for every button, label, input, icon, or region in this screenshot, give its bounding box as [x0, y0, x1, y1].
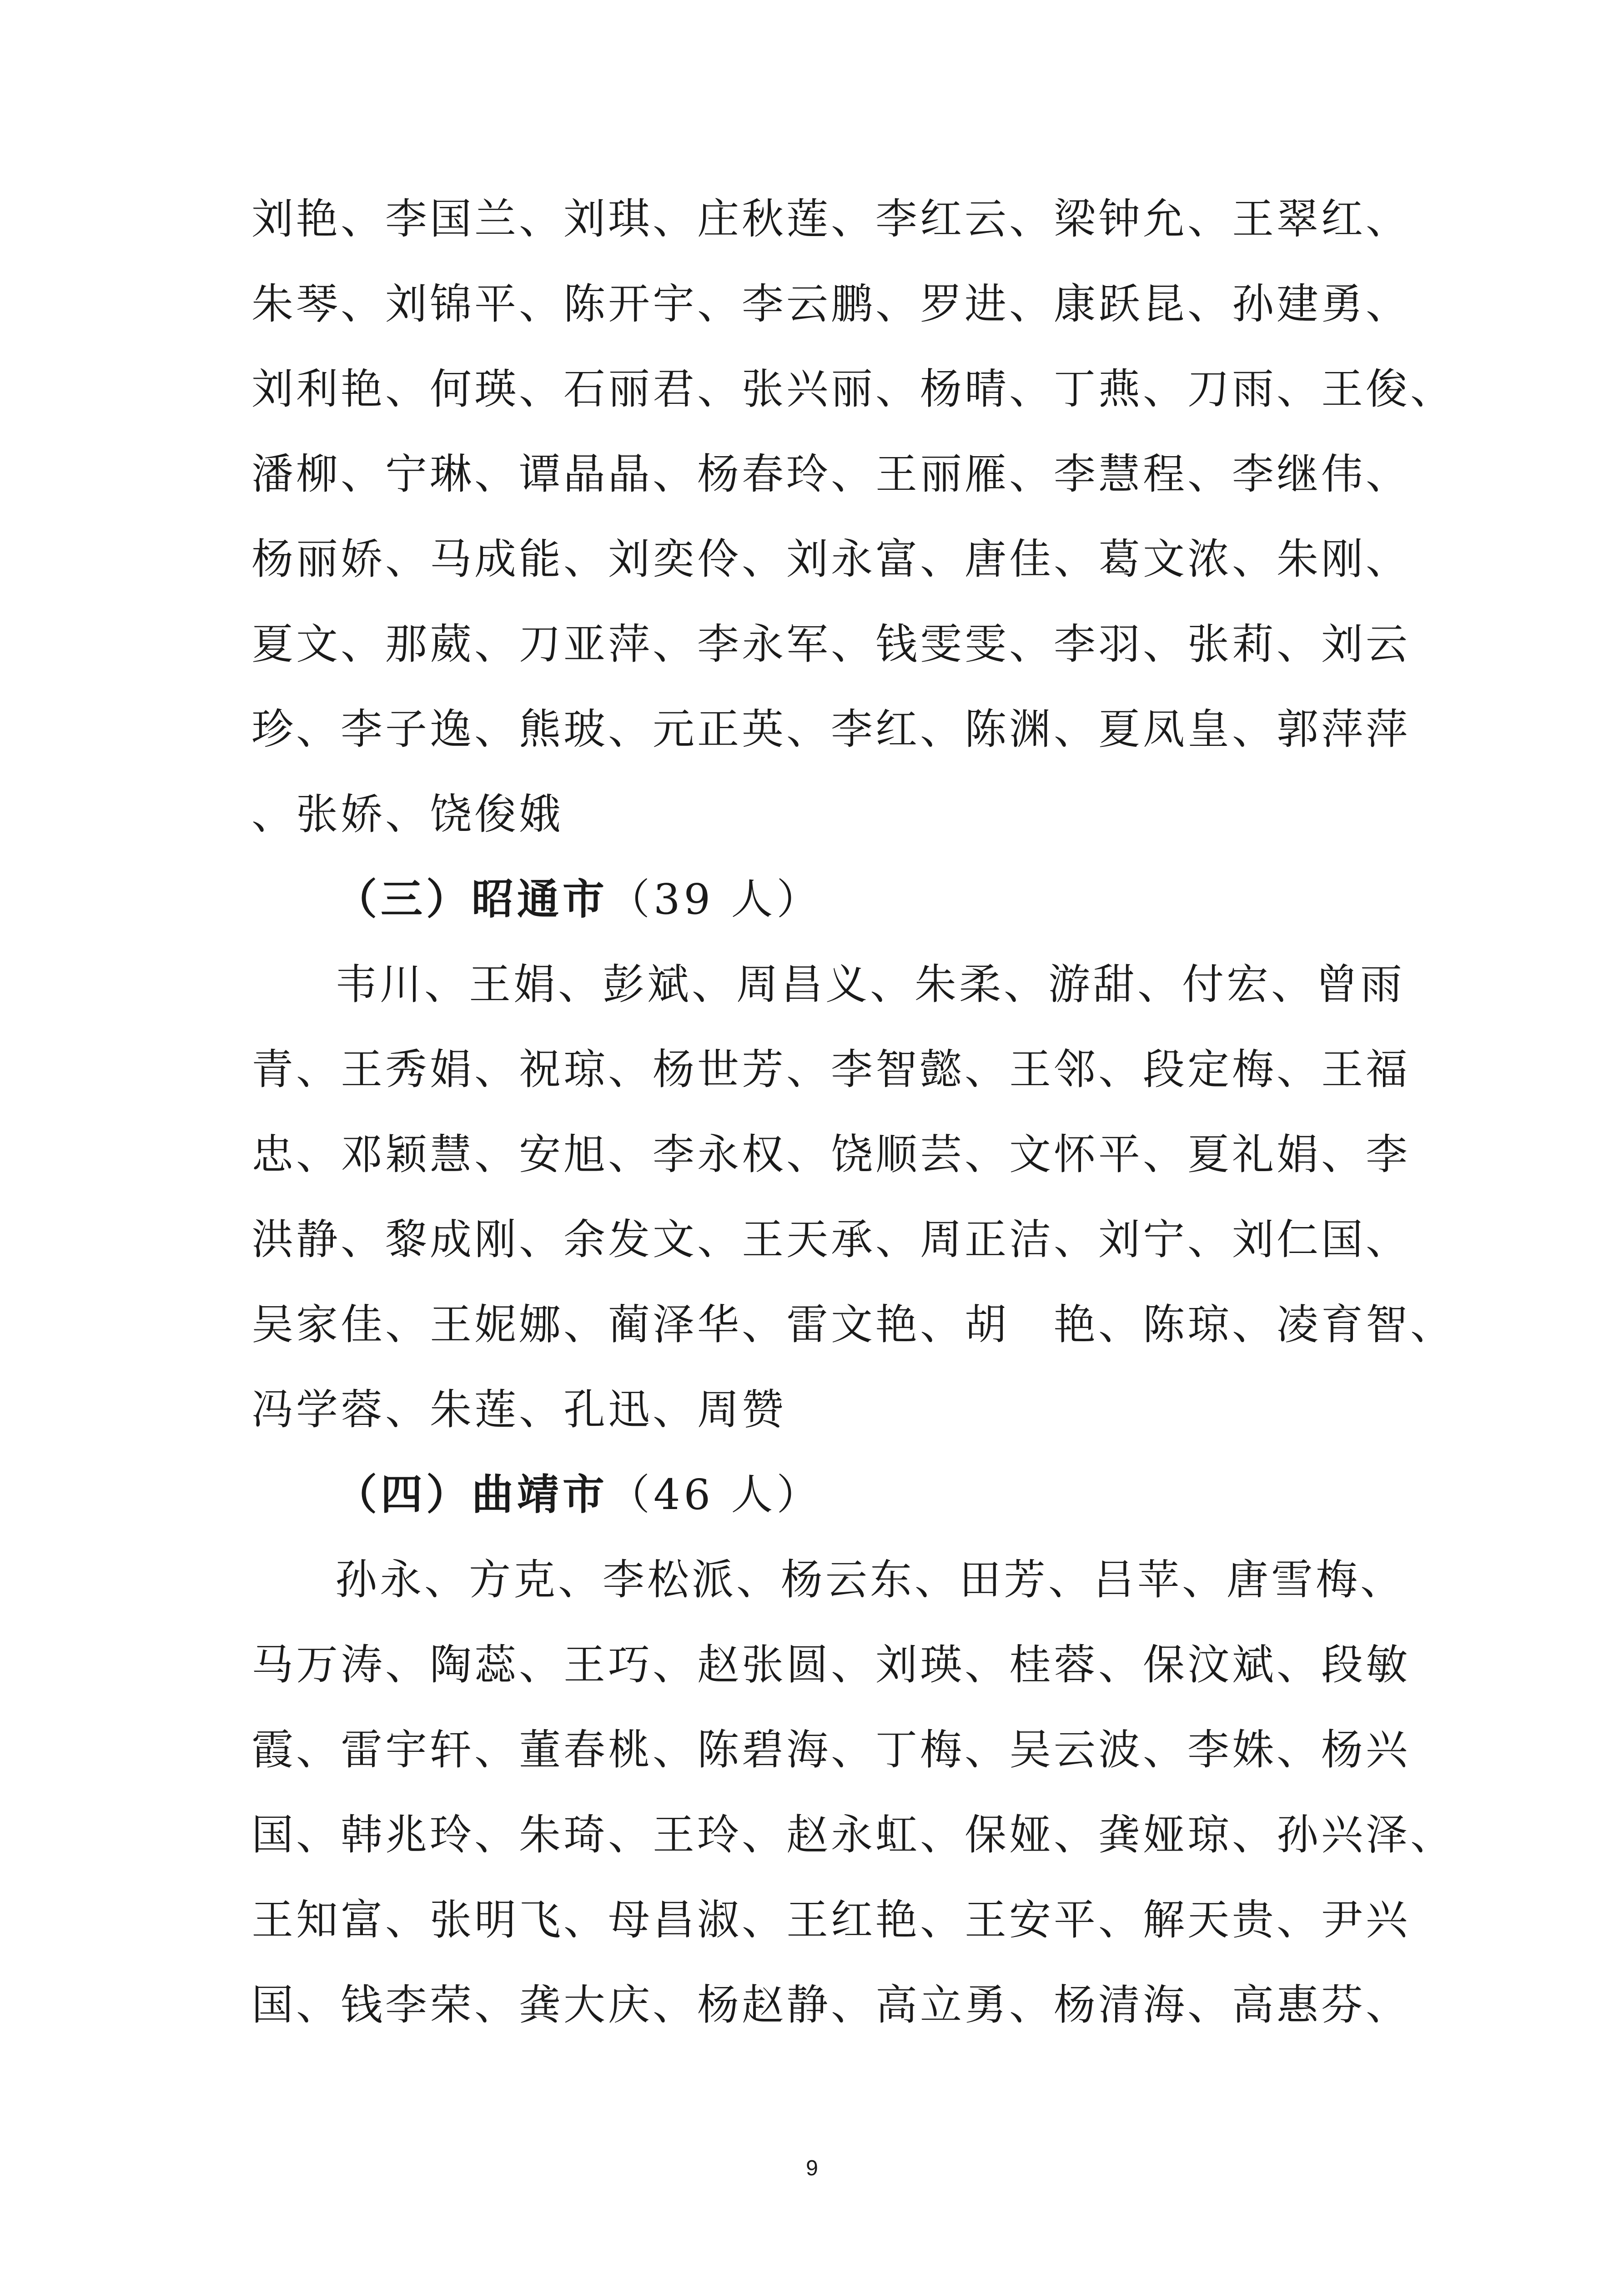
name-list-zhaotong — [251, 942, 1455, 1452]
text-line: 忠、邓颖慧、安旭、李永权、饶顺芸、文怀平、夏礼娟、李 — [251, 1130, 1411, 1179]
text-line: 马万涛、陶蕊、王巧、赵张圆、刘瑛、桂蓉、保汶斌、段敏 — [251, 1640, 1411, 1689]
text-line: 洪静、黎成刚、余发文、王天承、周正洁、刘宁、刘仁国、 — [251, 1215, 1411, 1264]
text-line: 吴家佳、王妮娜、蔺泽华、雷文艳、胡 艳、陈琼、凌育智、 — [251, 1300, 1455, 1349]
name-list-qujing — [251, 1537, 1455, 2048]
text-line: 杨丽娇、马成能、刘奕伶、刘永富、唐佳、葛文浓、朱刚、 — [251, 535, 1411, 584]
text-line: 朱琴、刘锦平、陈开宇、李云鹏、罗进、康跃昆、孙建勇、 — [251, 280, 1411, 328]
text-line: 刘艳、李国兰、刘琪、庄秋莲、李红云、梁钟允、王翠红、 — [251, 195, 1411, 243]
text-line: 青、王秀娟、祝琼、杨世芳、李智懿、王邻、段定梅、王福 — [251, 1045, 1411, 1094]
text-line: 霞、雷宇轩、董春桃、陈碧海、丁梅、吴云波、李姝、杨兴 — [251, 1726, 1411, 1774]
page-number: 9 — [806, 2156, 818, 2180]
text-line: 、张娇、饶俊娥 — [251, 790, 564, 839]
section-count: （46 人） — [608, 1470, 822, 1519]
text-line: 国、韩兆玲、朱琦、王玲、赵永虹、保娅、龚娅琼、孙兴泽、 — [251, 1811, 1455, 1859]
section-title: （三）昭通市 — [335, 875, 608, 924]
text-line: 韦川、王娟、彭斌、周昌义、朱柔、游甜、付宏、曾雨 — [335, 960, 1405, 1009]
text-line: 刘利艳、何瑛、石丽君、张兴丽、杨晴、丁燕、刀雨、王俊、 — [251, 365, 1455, 413]
text-line: 夏文、那葳、刀亚萍、李永军、钱雯雯、李羽、张莉、刘云 — [251, 620, 1411, 669]
name-list-continued — [251, 176, 1455, 857]
text-line: 潘柳、宁琳、谭晶晶、杨春玲、王丽雁、李慧程、李继伟、 — [251, 450, 1411, 498]
section-heading-zhaotong — [251, 857, 1398, 942]
section-heading-qujing — [251, 1452, 1398, 1537]
text-line: 孙永、方克、李松派、杨云东、田芳、吕苹、唐雪梅、 — [335, 1555, 1405, 1604]
text-line: 冯学蓉、朱莲、孔迅、周赞 — [251, 1385, 787, 1434]
text-line: 珍、李子逸、熊玻、元正英、李红、陈渊、夏凤皇、郭萍萍 — [251, 705, 1411, 754]
text-line: 王知富、张明飞、母昌淑、王红艳、王安平、解天贵、尹兴 — [251, 1896, 1411, 1944]
section-count: （39 人） — [608, 875, 822, 924]
page-content — [251, 176, 1455, 2048]
text-line: 国、钱李荣、龚大庆、杨赵静、高立勇、杨清海、高惠芬、 — [251, 1981, 1411, 2029]
section-title: （四）曲靖市 — [335, 1470, 608, 1519]
